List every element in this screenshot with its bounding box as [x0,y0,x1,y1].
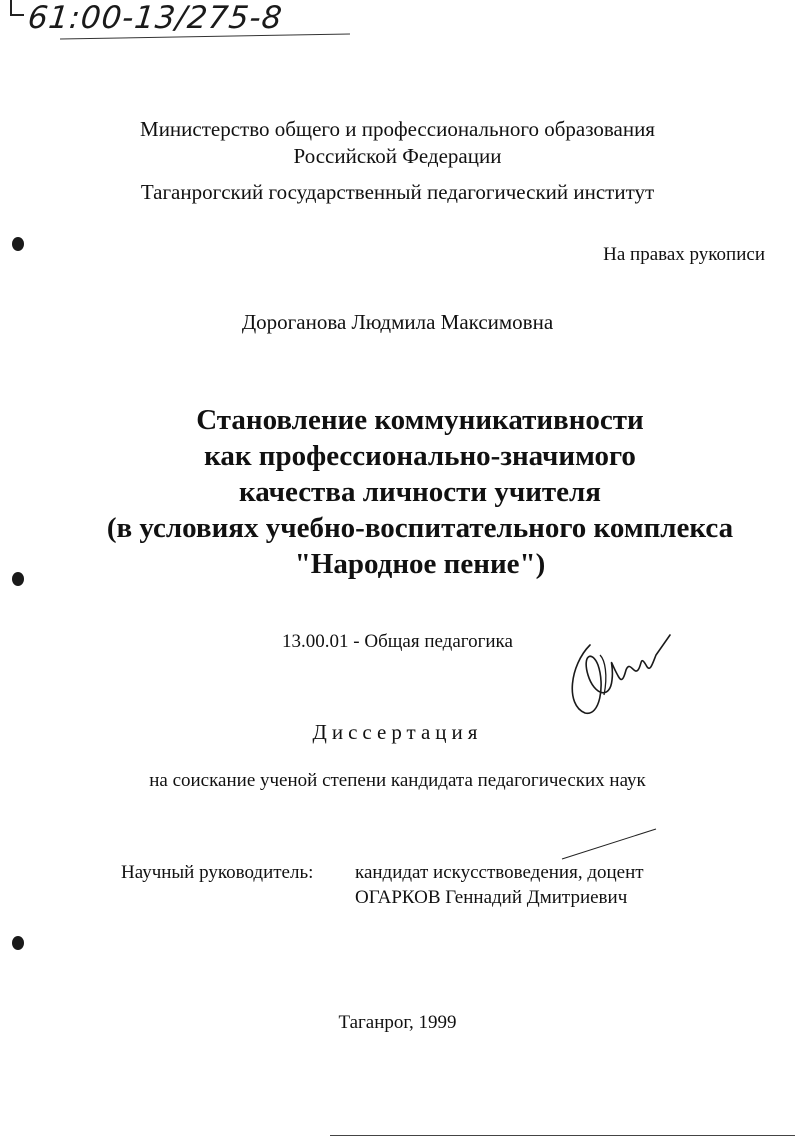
author-name: Дороганова Людмила Максимовна [241,310,554,334]
scan-edge-line [330,1135,795,1136]
advisor-name: ОГАРКОВ Геннадий Дмитриевич [355,887,628,908]
document-type: Диссертация [312,720,483,744]
call-number: 61:00-13/275-8 [26,0,285,36]
punch-hole-icon [12,936,24,950]
specialty-code: 13.00.01 - Общая педагогика [282,631,513,652]
ministry-line-1: Министерство общего и профессионального образования [140,117,655,141]
advisor-position: кандидат искусствоведения, доцент [355,862,644,883]
pen-stroke-icon [560,825,660,865]
title-line: как профессионально-значимого [204,440,636,472]
title-line: (в условиях учебно-воспитательного комплекса [106,512,734,544]
dissertation-title [0,402,795,582]
ministry-line-2: Российской Федерации [293,144,502,168]
advisor-label: Научный руководитель: [121,862,314,883]
signature-icon [560,625,680,720]
place-and-year: Таганрог, 1999 [338,1012,457,1033]
punch-hole-icon [12,572,24,586]
degree-statement: на соискание ученой степени кандидата педагогических наук [149,770,646,791]
title-line: качества личности учителя [239,476,601,508]
corner-mark [10,14,24,16]
punch-hole-icon [12,237,24,251]
title-line: Становление коммуникативности [196,404,644,436]
institute-name: Таганрогский государственный педагогический институт [140,180,655,204]
title-line: "Народное пение") [294,548,546,580]
rights-note: На правах рукописи [603,244,765,265]
